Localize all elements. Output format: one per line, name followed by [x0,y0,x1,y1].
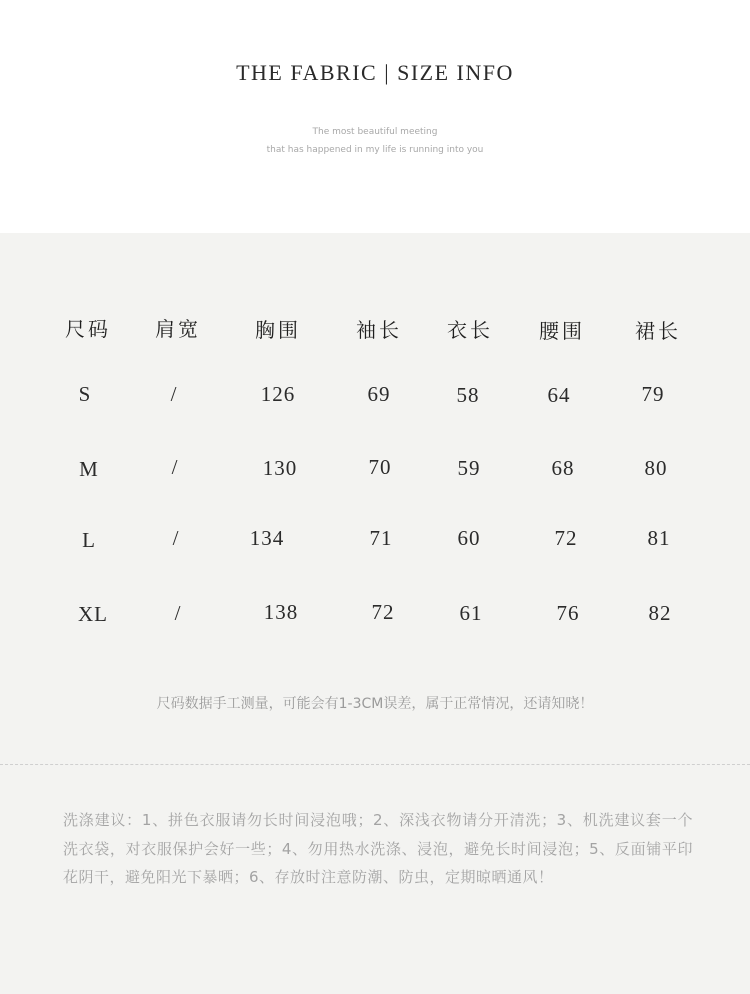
table-cell-skirt: 80 [644,456,668,480]
table-cell-sleeve: 72 [371,600,395,624]
header-waist: 腰围 [539,319,585,343]
table-cell-length: 60 [457,526,481,550]
header-shoulder-width: 肩宽 [155,317,201,341]
measurement-note: 尺码数据手工测量，可能会有1-3CM误差，属于正常情况，还请知晓！ [156,696,594,712]
table-cell-sleeve: 70 [368,455,392,479]
table-cell-skirt: 82 [648,601,672,625]
header-garment-length: 衣长 [447,318,493,342]
header-size: 尺码 [65,317,111,341]
table-cell-waist: 76 [556,601,580,625]
table-cell-size: L [82,528,96,552]
table-cell-shoulder: / [172,526,180,550]
table-cell-length: 59 [457,456,481,480]
table-cell-waist: 64 [547,383,571,407]
table-cell-bust: 126 [260,382,296,406]
page-title: THE FABRIC | SIZE INFO [236,60,514,85]
table-cell-length: 58 [456,383,480,407]
table-cell-bust: 130 [262,456,298,480]
table-cell-shoulder: / [170,382,178,406]
table-cell-bust: 134 [249,526,285,550]
subtitle-line-1: The most beautiful meeting [312,127,438,137]
table-cell-size: XL [78,602,108,626]
table-cell-skirt: 81 [647,526,671,550]
dashed-divider [0,764,750,765]
table-cell-shoulder: / [171,455,179,479]
table-cell-bust: 138 [263,600,299,624]
table-cell-size: M [79,457,99,481]
table-cell-sleeve: 71 [369,526,393,550]
table-cell-skirt: 79 [641,382,665,406]
table-cell-size: S [78,382,92,406]
table-cell-shoulder: / [174,601,182,625]
table-cell-waist: 72 [554,526,578,550]
size-info-panel [0,233,750,994]
table-cell-length: 61 [459,601,483,625]
header-section [0,0,750,233]
header-sleeve-length: 袖长 [356,318,402,342]
header-skirt-length: 裙长 [635,319,681,343]
table-cell-waist: 68 [551,456,575,480]
subtitle-line-2: that has happened in my life is running into you [266,145,484,155]
header-bust: 胸围 [255,318,301,342]
washing-advice: 洗涤建议：1、拼色衣服请勿长时间浸泡哦；2、深浅衣物请分开清洗；3、机洗建议套一个洗衣袋，对衣服保护会好一些；4、勿用热水洗涤、浸泡，避免长时间浸泡；5、反面铺平印花阴干，避免阳光下暴晒；6、存放时注意防潮、防虫，定期晾晒通风！ [63,811,693,886]
table-cell-sleeve: 69 [367,382,391,406]
